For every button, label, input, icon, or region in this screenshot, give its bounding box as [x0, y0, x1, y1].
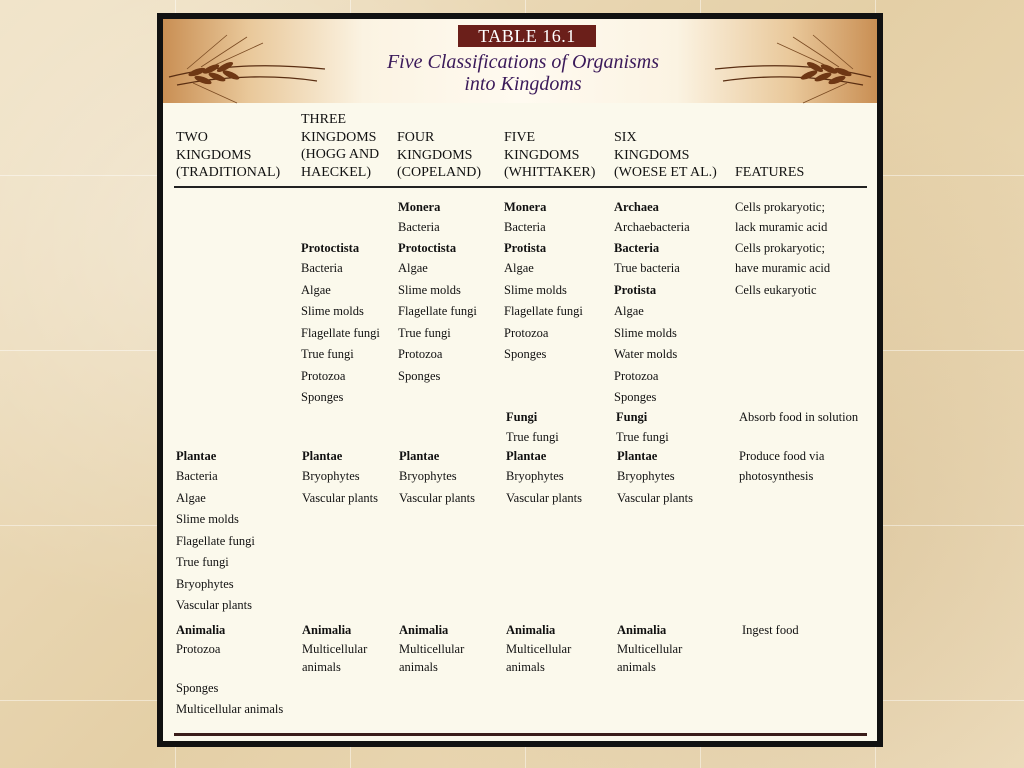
list-item: Algae [176, 490, 206, 505]
list-item: Water molds [614, 347, 678, 361]
feature-fungi: Absorb food in solution [739, 410, 859, 424]
table-title-line-2: into Kingdoms [464, 73, 582, 95]
list-item: Bacteria [301, 261, 343, 275]
cell-six-animals: animals [617, 660, 656, 674]
list-item: Sponges [504, 347, 547, 361]
cell-six-plantae: Plantae [617, 449, 658, 463]
cell-six-archaea: Archaea [614, 200, 659, 214]
cell-four-bacteria: Bacteria [398, 220, 440, 234]
list-item: Slime molds [176, 512, 239, 526]
cell-five-vascular-plants: Vascular plants [506, 490, 583, 505]
cell-three-bryophytes: Bryophytes [302, 469, 360, 483]
cell-three-plantae: Plantae [302, 449, 343, 463]
cell-four-vascular-plants: Vascular plants [399, 490, 476, 505]
cell-six-bryophytes: Bryophytes [617, 469, 675, 483]
table-number: TABLE 16.1 [458, 25, 596, 47]
header-line: KINGDOMS [504, 147, 580, 163]
list-six-protista [614, 301, 677, 407]
column-header-four-kingdoms [397, 129, 481, 182]
feature-protista: Cells eukaryotic [735, 282, 817, 297]
list-five-protista [504, 258, 583, 364]
list-item: True fungi [301, 347, 354, 361]
cell-five-animals: animals [506, 660, 545, 674]
column-header-features [735, 164, 804, 182]
header-line: SIX [614, 130, 637, 145]
list-item: Protozoa [301, 368, 346, 383]
list-item: Slime molds [301, 304, 364, 318]
cell-four-bryophytes: Bryophytes [399, 469, 457, 483]
cell-three-animalia: Animalia [302, 623, 352, 637]
cell-five-fungi: Fungi [506, 410, 538, 424]
list-item: Algae [398, 261, 428, 275]
list-four-protoctista [398, 258, 477, 386]
cell-two-multicellular-animals: Multicellular animals [176, 702, 284, 716]
feature-plantae-2: photosynthesis [739, 469, 814, 483]
cell-four-animals: animals [399, 660, 438, 674]
bottom-rule [174, 733, 867, 736]
cell-three-multicellular: Multicellular [302, 642, 368, 656]
header-line: (WOESE ET AL.) [614, 165, 717, 180]
list-item: Bacteria [176, 469, 218, 483]
cell-two-animalia: Animalia [176, 623, 226, 637]
list-item: True fungi [398, 325, 451, 340]
cell-five-bacteria: Bacteria [504, 220, 546, 234]
wheat-right-icon [713, 25, 873, 105]
list-item: Protozoa [504, 325, 549, 340]
list-item: Algae [614, 304, 644, 318]
header-line: FOUR [397, 130, 435, 145]
cell-six-true-bacteria: True bacteria [614, 261, 680, 275]
table-card [163, 19, 877, 741]
cell-three-protoctista: Protoctista [301, 241, 360, 255]
list-item: Sponges [301, 390, 344, 404]
list-item: Bryophytes [176, 576, 234, 591]
header-rule [174, 186, 867, 188]
cell-six-bacteria: Bacteria [614, 241, 660, 255]
feature-archaea-2: lack muramic acid [735, 220, 828, 234]
wheat-left-icon [167, 25, 327, 105]
list-item: Slime molds [504, 282, 567, 297]
header-line: TWO [176, 130, 208, 145]
cell-six-animalia: Animalia [617, 623, 667, 637]
list-item: Flagellate fungi [176, 533, 255, 548]
list-item: Flagellate fungi [504, 304, 583, 318]
list-item: Flagellate fungi [398, 304, 477, 318]
column-header-two-kingdoms [176, 129, 280, 182]
table-frame [157, 13, 883, 747]
cell-four-multicellular: Multicellular [399, 642, 465, 656]
cell-six-vascular-plants: Vascular plants [617, 490, 694, 505]
header-line: KINGDOMS [614, 147, 690, 163]
list-item: Algae [301, 282, 331, 297]
feature-bacteria-1: Cells prokaryotic; [735, 241, 825, 255]
cell-five-bryophytes: Bryophytes [506, 469, 564, 483]
cell-two-sponges: Sponges [176, 681, 219, 695]
header-line: (HOGG AND [301, 147, 380, 162]
cell-four-animalia: Animalia [399, 623, 449, 637]
list-item: Vascular plants [176, 598, 253, 612]
cell-six-multicellular: Multicellular [617, 642, 683, 656]
cell-four-protoctista: Protoctista [398, 241, 457, 255]
cell-five-plantae: Plantae [506, 449, 547, 463]
feature-archaea-1: Cells prokaryotic; [735, 200, 825, 214]
list-item: Slime molds [398, 282, 461, 297]
cell-six-protista: Protista [614, 282, 657, 297]
header-line: THREE [301, 112, 347, 127]
list-item: Flagellate fungi [301, 325, 380, 340]
header-line: HAECKEL) [301, 164, 371, 180]
cell-four-plantae: Plantae [399, 449, 440, 463]
list-item: Algae [504, 261, 534, 275]
header-line: (WHITTAKER) [504, 165, 596, 180]
list-item: Sponges [614, 390, 657, 404]
column-header-three-kingdoms [301, 111, 379, 181]
column-header-six-kingdoms [614, 129, 717, 182]
cell-five-animalia: Animalia [506, 623, 556, 637]
feature-plantae-1: Produce food via [739, 449, 825, 463]
cell-three-vascular-plants: Vascular plants [302, 490, 379, 505]
header-line: (COPELAND) [397, 165, 481, 180]
cell-six-true-fungi: True fungi [616, 430, 669, 444]
column-header-five-kingdoms [504, 129, 595, 182]
cell-two-protozoa: Protozoa [176, 642, 221, 656]
cell-five-monera: Monera [504, 200, 547, 214]
feature-animalia: Ingest food [742, 623, 799, 637]
header-line: KINGDOMS [397, 147, 473, 163]
header-line: KINGDOMS [301, 129, 377, 145]
list-item: Protozoa [614, 368, 659, 383]
cell-four-monera: Monera [398, 200, 441, 214]
cell-five-true-fungi: True fungi [506, 430, 559, 444]
cell-five-multicellular: Multicellular [506, 642, 572, 656]
list-item: Protozoa [398, 347, 443, 361]
cell-six-fungi: Fungi [616, 410, 648, 424]
cell-five-protista: Protista [504, 241, 547, 255]
list-two-plantae [176, 466, 255, 615]
list-item: Slime molds [614, 325, 677, 340]
cell-three-animals: animals [302, 660, 341, 674]
table-banner [163, 19, 877, 103]
list-three-protoctista [301, 258, 380, 407]
list-item: True fungi [176, 555, 229, 569]
header-line: FEATURES [735, 165, 805, 180]
table-title-line-1: Five Classifications of Organisms [386, 51, 660, 73]
cell-six-archaebacteria: Archaebacteria [614, 220, 690, 234]
cell-two-plantae: Plantae [176, 449, 217, 463]
feature-bacteria-2: have muramic acid [735, 261, 831, 275]
header-line: (TRADITIONAL) [176, 165, 281, 180]
table-title [353, 51, 693, 95]
header-line: KINGDOMS [176, 147, 252, 163]
list-item: Sponges [398, 368, 441, 383]
header-line: FIVE [504, 130, 536, 145]
